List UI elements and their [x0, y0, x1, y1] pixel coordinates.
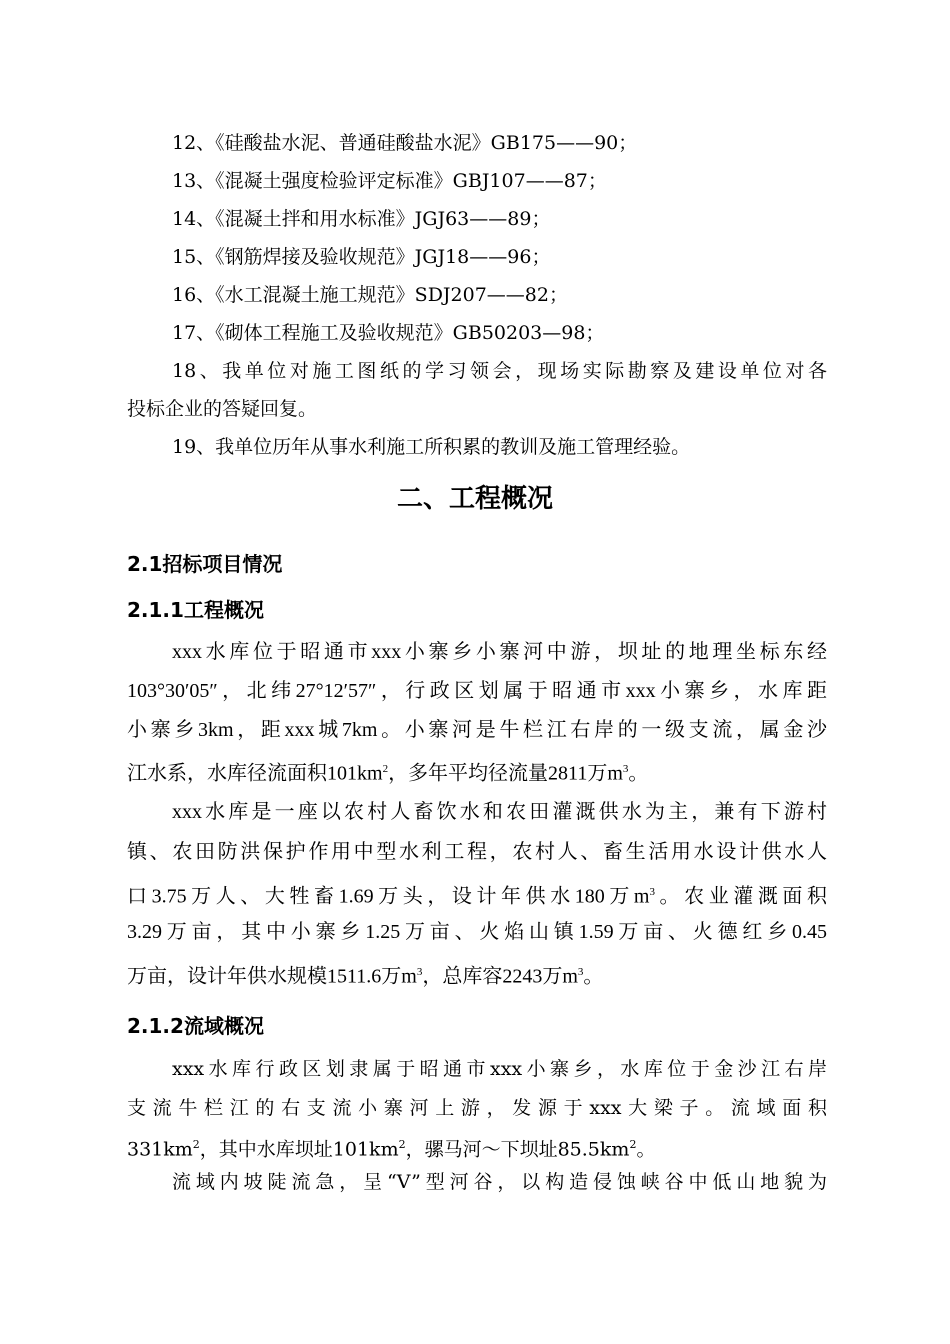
superscript-2: 2 — [398, 1138, 406, 1151]
para3-line3-text-a: 331km — [127, 1138, 193, 1161]
para2-line5-text-a: 万亩，设计年供水规模1511.6万m — [127, 965, 417, 988]
para3-line3-text-c: ，骡马河～下坝址85.5km — [405, 1138, 630, 1161]
para1-line3: 小寨乡3km，距xxx城7km。小寨河是牛栏江右岸的一级支流，属金沙 — [127, 719, 827, 741]
para2-line5-text-c: 。 — [583, 965, 604, 988]
para2-line5 — [127, 960, 827, 989]
reference-item-13: 13、《混凝土强度检验评定标准》GBJ107——87； — [172, 170, 607, 192]
para1-line4 — [127, 757, 827, 786]
para2-line5-text-b: ，总库容2243万m — [422, 965, 578, 988]
superscript-2: 2 — [629, 1138, 637, 1151]
para1-line2: 103°30′05″，北纬27°12′57″，行政区划属于昭通市xxx小寨乡，水库距 — [127, 680, 827, 702]
para2-line4: 3.29万亩，其中小寨乡1.25万亩、火焰山镇1.59万亩、火德红乡0.45 — [127, 921, 827, 943]
reference-item-18-line2: 投标企业的答疑回复。 — [127, 398, 318, 420]
chapter-title: 二、工程概况 — [396, 484, 553, 514]
para1-line4-text-c: 。 — [628, 762, 649, 785]
reference-item-17: 17、《砌体工程施工及验收规范》GB50203—98； — [172, 322, 605, 344]
reference-item-12: 12、《硅酸盐水泥、普通硅酸盐水泥》GB175——90； — [172, 132, 638, 154]
reference-item-15: 15、《钢筋焊接及验收规范》JGJ18——96； — [172, 246, 551, 268]
reference-item-18-line1: 18、我单位对施工图纸的学习领会，现场实际勘察及建设单位对各 — [172, 360, 827, 382]
section-heading-2-1: 2.1招标项目情况 — [127, 552, 283, 576]
superscript-3: 3 — [622, 763, 629, 775]
superscript-3: 3 — [577, 966, 584, 978]
para1-line1: xxx水库位于昭通市xxx小寨乡小寨河中游，坝址的地理坐标东经 — [172, 641, 827, 663]
section-heading-2-1-2: 2.1.2流域概况 — [127, 1014, 264, 1038]
reference-item-19: 19、我单位历年从事水利施工所积累的教训及施工管理经验。 — [172, 436, 691, 458]
reference-item-16: 16、《水工混凝土施工规范》SDJ207——82； — [172, 284, 568, 306]
reference-item-14: 14、《混凝土拌和用水标准》JGJ63——89； — [172, 208, 551, 230]
para3-line3-text-d: 。 — [636, 1138, 656, 1161]
superscript-3: 3 — [649, 886, 655, 898]
para3-line1: xxx水库行政区划隶属于昭通市xxx小寨乡，水库位于金沙江右岸 — [172, 1058, 827, 1080]
para1-line4-text-b: ，多年平均径流量2811万m — [388, 762, 623, 785]
superscript-2: 2 — [192, 1138, 200, 1151]
para3-line2: 支流牛栏江的右支流小寨河上游，发源于xxx大梁子。流域面积 — [127, 1097, 827, 1119]
superscript-2: 2 — [382, 763, 389, 775]
para2-line3-text-a: 口3.75万人、大牲畜1.69万头，设计年供水180万m — [127, 885, 650, 908]
para1-line4-text-a: 江水系，水库径流面积101km — [127, 762, 383, 785]
para2-line2: 镇、农田防洪保护作用中型水利工程，农村人、畜生活用水设计供水人 — [127, 841, 827, 863]
para3-line3 — [127, 1133, 827, 1161]
para2-line1: xxx水库是一座以农村人畜饮水和农田灌溉供水为主，兼有下游村 — [172, 801, 827, 823]
para2-line3-text-b: 。农业灌溉面积 — [654, 885, 828, 908]
superscript-3: 3 — [416, 966, 423, 978]
para3-line3-text-b: ，其中水库坝址101km — [199, 1138, 399, 1161]
para4-line1: 流域内坡陡流急，呈“V”型河谷，以构造侵蚀峡谷中低山地貌为 — [172, 1171, 827, 1193]
para2-line3 — [127, 880, 827, 909]
section-heading-2-1-1: 2.1.1工程概况 — [127, 598, 264, 622]
